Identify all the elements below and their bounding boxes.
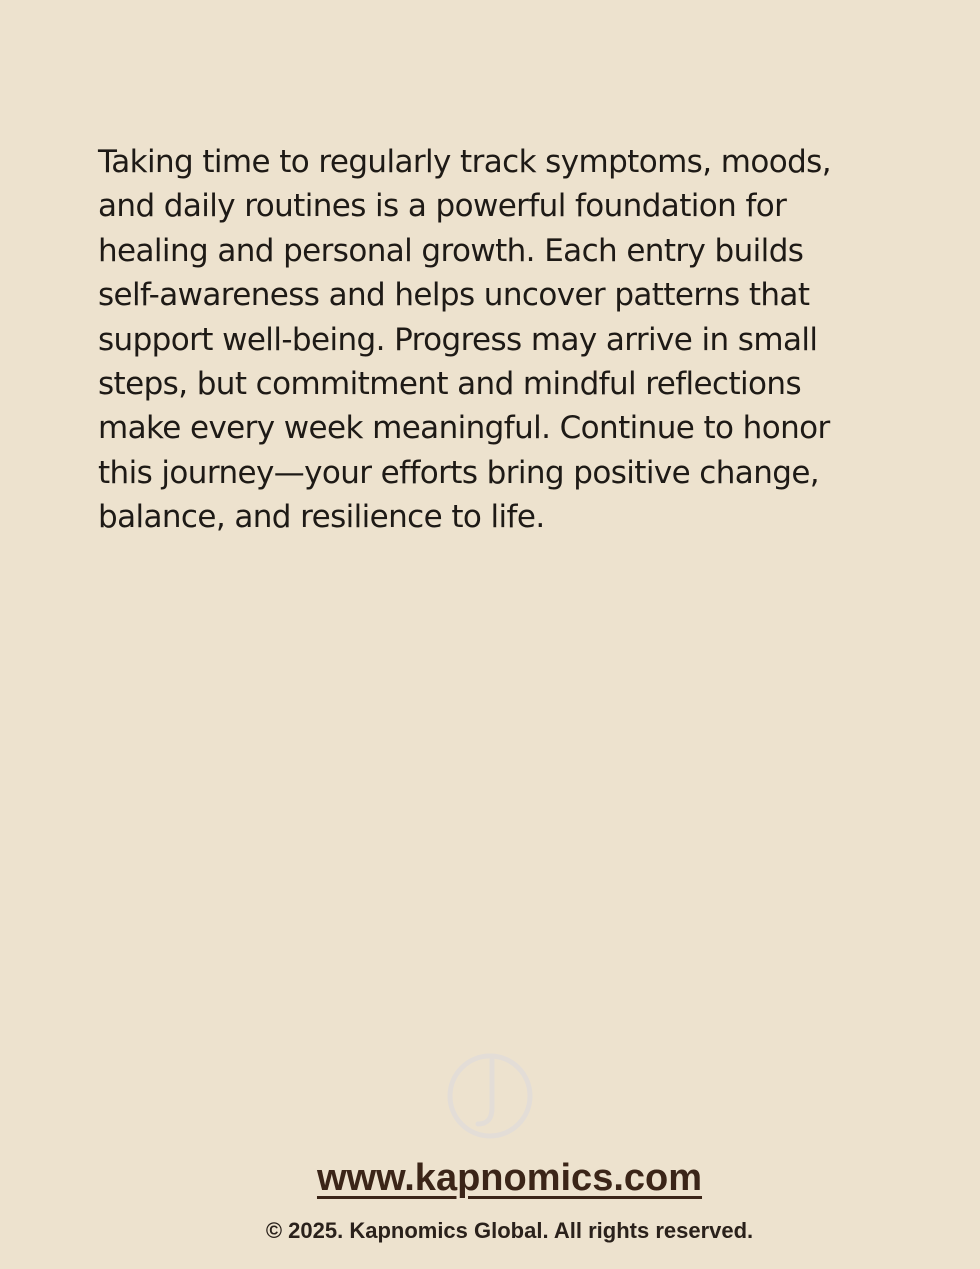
body-paragraph: Taking time to regularly track symptoms, moods, and daily routines is a powerful foundation for healing and personal growth. Each entry builds self-awareness and helps uncover patterns that support well-being. Progress may arrive in small steps, but commitment and mindful reflections make every week meaningful. Continue to honor this journey—your efforts bring positive change, balance, and resilience to life. [98,144,831,536]
website-link[interactable]: www.kapnomics.com [316,1157,703,1199]
brand-watermark-icon [446,1050,534,1142]
copyright-notice: © 2025. Kapnomics Global. All rights reserved. [265,1218,754,1243]
